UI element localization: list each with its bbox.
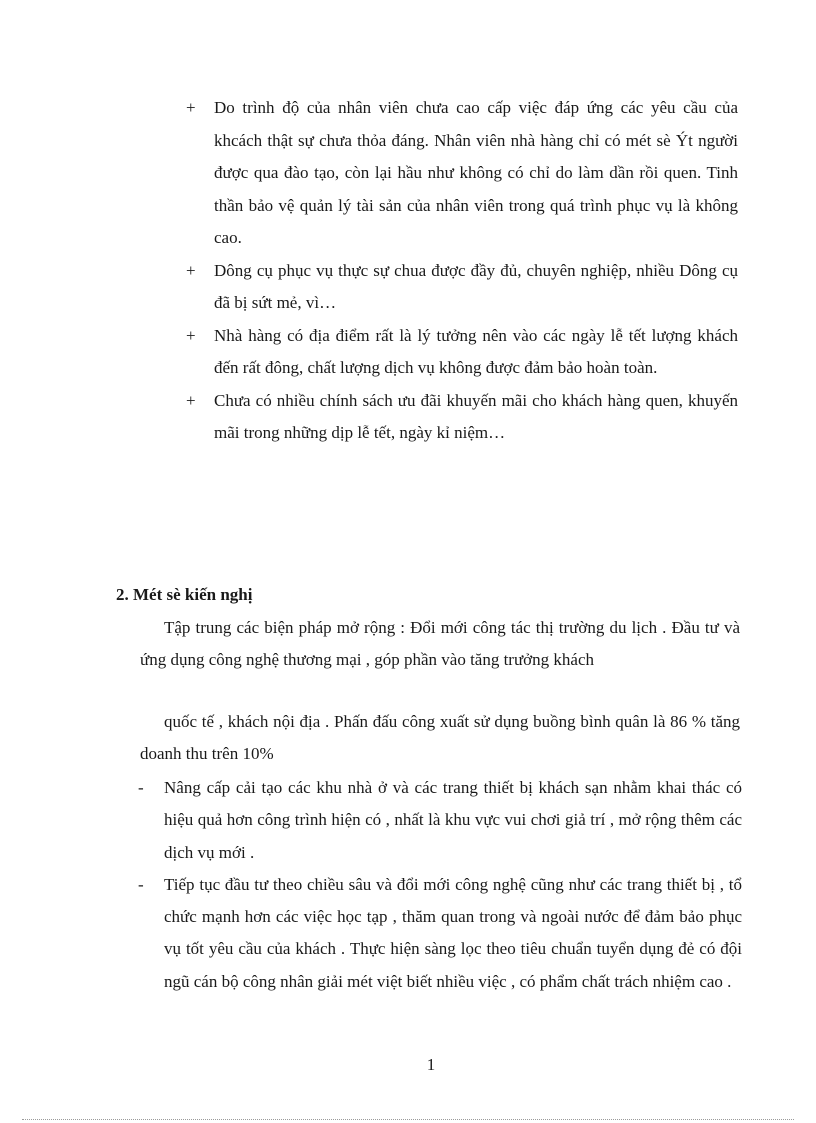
list-item	[186, 255, 742, 320]
weakness-list	[186, 92, 742, 450]
paragraph: Tập trung các biện pháp mở rộng : Đổi mới công tác thị trường du lịch . Đầu tư và ứng dụng công nghệ thương mại , góp phần vào tăng trưởng khách	[140, 618, 740, 669]
plus-bullet: +	[186, 260, 196, 280]
dash-bullet: -	[138, 874, 144, 894]
list-item	[138, 772, 742, 869]
recommendation-list	[138, 772, 742, 998]
dash-bullet: -	[138, 778, 144, 797]
paragraph: quốc tế , khách nội địa . Phấn đấu công xuất sử dụng buồng bình quân là 86 % tăng doanh thu trên 10%	[140, 712, 740, 763]
list-item-text: Chưa có nhiều chính sách ưu đãi khuyến mãi cho khách hàng quen, khuyến mãi trong những dịp lễ tết, ngày kỉ niệm…	[214, 390, 738, 442]
list-item	[138, 869, 742, 998]
list-item-text: Nâng cấp cải tạo các khu nhà ở và các trang thiết bị khách sạn nhằm khai thác có hiệu quả hơn công trình hiện có , nhất là khu vực vui chơi giả trí , mở rộng thêm các dịch vụ mới .	[164, 778, 742, 862]
plus-bullet: +	[186, 325, 196, 345]
plus-bullet: +	[186, 390, 196, 410]
page-number: 1	[426, 1055, 436, 1074]
page-bottom-divider	[22, 1119, 794, 1120]
list-item	[186, 320, 742, 385]
plus-bullet: +	[186, 98, 196, 117]
list-item	[186, 92, 742, 255]
list-item-text: Tiếp tục đầu tư theo chiều sâu và đổi mới công nghệ cũng như các trang thiết bị , tổ chức mạnh hơn các việc học tạp , thăm quan trong và ngoài nước để đảm bảo phục vụ tốt yêu cầu của khách . Thực hiện sàng lọc theo tiêu chuẩn tuyển dụng đẻ có đội ngũ cán bộ công nhân giải mét việt biết nhiều việc , có phẩm chất trách nhiệm cao .	[164, 874, 742, 991]
list-item-text: Nhà hàng có địa điểm rất là lý tưởng nên vào các ngày lễ tết lượng khách đến rất đông, chất lượng dịch vụ không được đảm bảo hoàn toàn.	[214, 325, 738, 377]
list-item-text: Do trình độ của nhân viên chưa cao cấp việc đáp ứng các yêu cầu của khcách thật sự chưa thỏa đáng. Nhân viên nhà hàng chỉ có mét sè Ýt người được qua đào tạo, còn lại hầu như không có chỉ do làm dần rồi quen. Tinh thần bảo vệ quản lý tài sản của nhân viên trong quá trình phục vụ là không cao.	[214, 98, 738, 247]
section-heading: 2. Mét sè kiến nghị	[116, 585, 253, 604]
list-item	[186, 385, 742, 450]
list-item-text: Dông cụ phục vụ thực sự chua được đầy đủ, chuyên nghiệp, nhiều Dông cụ đã bị sứt mẻ, vì…	[214, 260, 738, 312]
